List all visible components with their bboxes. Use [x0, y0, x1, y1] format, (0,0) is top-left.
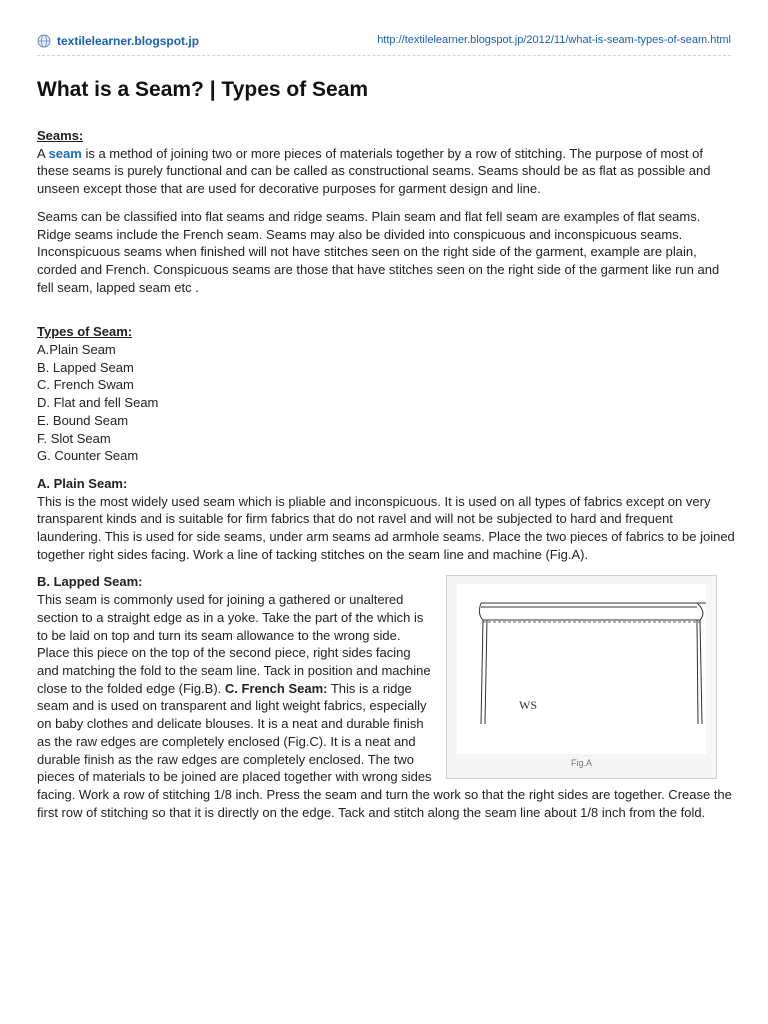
french-seam-heading: C. French Seam:	[224, 680, 328, 696]
lapped-and-french-seam-text: This seam is commonly used for joining a gathered or unaltered section to a straight edge as in a yoke. Take the part of the which is to be laid on top and turn its seam allowance to the wrong side. Place this piece on the top of the second piece, right sides facing and matching the fold to the seam line. Tack in position and machine close to the folded edge (Fig.B). C. French Seam: This is a ridge seam and is used on transparent and light weight fabrics, especially on baby clothes and delicate blouses. It is a neat and durable finish as the raw edges are completely enclosed (Fig.C). It is a neat and durable finish as the raw edges are completely enclosed. The two pieces of materials to be joined are placed together with wrong sides facing. Work a row of stitching 1/8 inch. Press the seam and turn the work so that the right sides are together. Crease the first row of stitching so that it is directly on the edge. Tack and stitch along the seam line about 1/8 inch from the fold.	[37, 592, 732, 820]
globe-icon	[37, 34, 51, 48]
type-item: F. Slot Seam	[37, 430, 111, 446]
type-item: A.Plain Seam	[37, 342, 116, 358]
page-title: What is a Seam? | Types of Seam	[37, 78, 369, 101]
type-item: G. Counter Seam	[37, 448, 139, 464]
type-item: C. French Swam	[37, 377, 134, 393]
seams-paragraph-1: A seam is a method of joining two or more pieces of materials together by a row of stitching. The purpose of most of these seams is purely functional and can be called as constructional seams. Seams should be as flat as possible and unseen except those that are used for decorative purposes for garment design and line.	[37, 145, 711, 197]
article-body	[37, 127, 735, 821]
lapped-seam-heading: B. Lapped Seam:	[37, 574, 143, 590]
plain-seam-text: This is the most widely used seam which is pliable and inconspicuous. It is used on all types of fabrics except on very transparent kinds and is suitable for firm fabrics that do not ravel and will not be subjected to hard and frequent laundering. This is used for side seams, under arm seams ad armhole seams. Place the two pieces of fabrics to be joined together right sides facing. Work a line of tacking stitches on the seam line and machine (Fig.A).	[37, 493, 735, 562]
figure-a	[446, 575, 717, 779]
types-heading: Types of Seam:	[37, 324, 133, 340]
type-item: D. Flat and fell Seam	[37, 395, 159, 411]
figure-caption: Fig.A	[570, 757, 592, 768]
source-url-link[interactable]: http://textilelearner.blogspot.jp/2012/11/what-is-seam-types-of-seam.html	[377, 34, 731, 46]
site-link[interactable]: textilelearner.blogspot.jp	[57, 34, 200, 48]
header-divider	[37, 55, 731, 56]
seams-heading: Seams:	[37, 128, 84, 143]
ws-label: WS	[519, 698, 537, 713]
seam-diagram-image	[457, 584, 706, 754]
seams-paragraph-2: Seams can be classified into flat seams and ridge seams. Plain seam and flat fell seam are examples of flat seams. Ridge seams include the French seam. Seams may also be divided into conspicuous and inconspicuous seams. Inconspicuous seams when finished will not have stitches seen on the right side of the garment, example are plain, corded and French. Conspicuous seams are those that have stitches seen on the right side of the garment like run and fell seam, lapped seam etc .	[37, 208, 720, 295]
plain-seam-heading: A. Plain Seam:	[37, 475, 128, 491]
seam-link[interactable]: seam	[48, 145, 82, 161]
type-item: E. Bound Seam	[37, 412, 129, 428]
type-item: B. Lapped Seam	[37, 359, 134, 375]
page-header	[37, 33, 731, 51]
